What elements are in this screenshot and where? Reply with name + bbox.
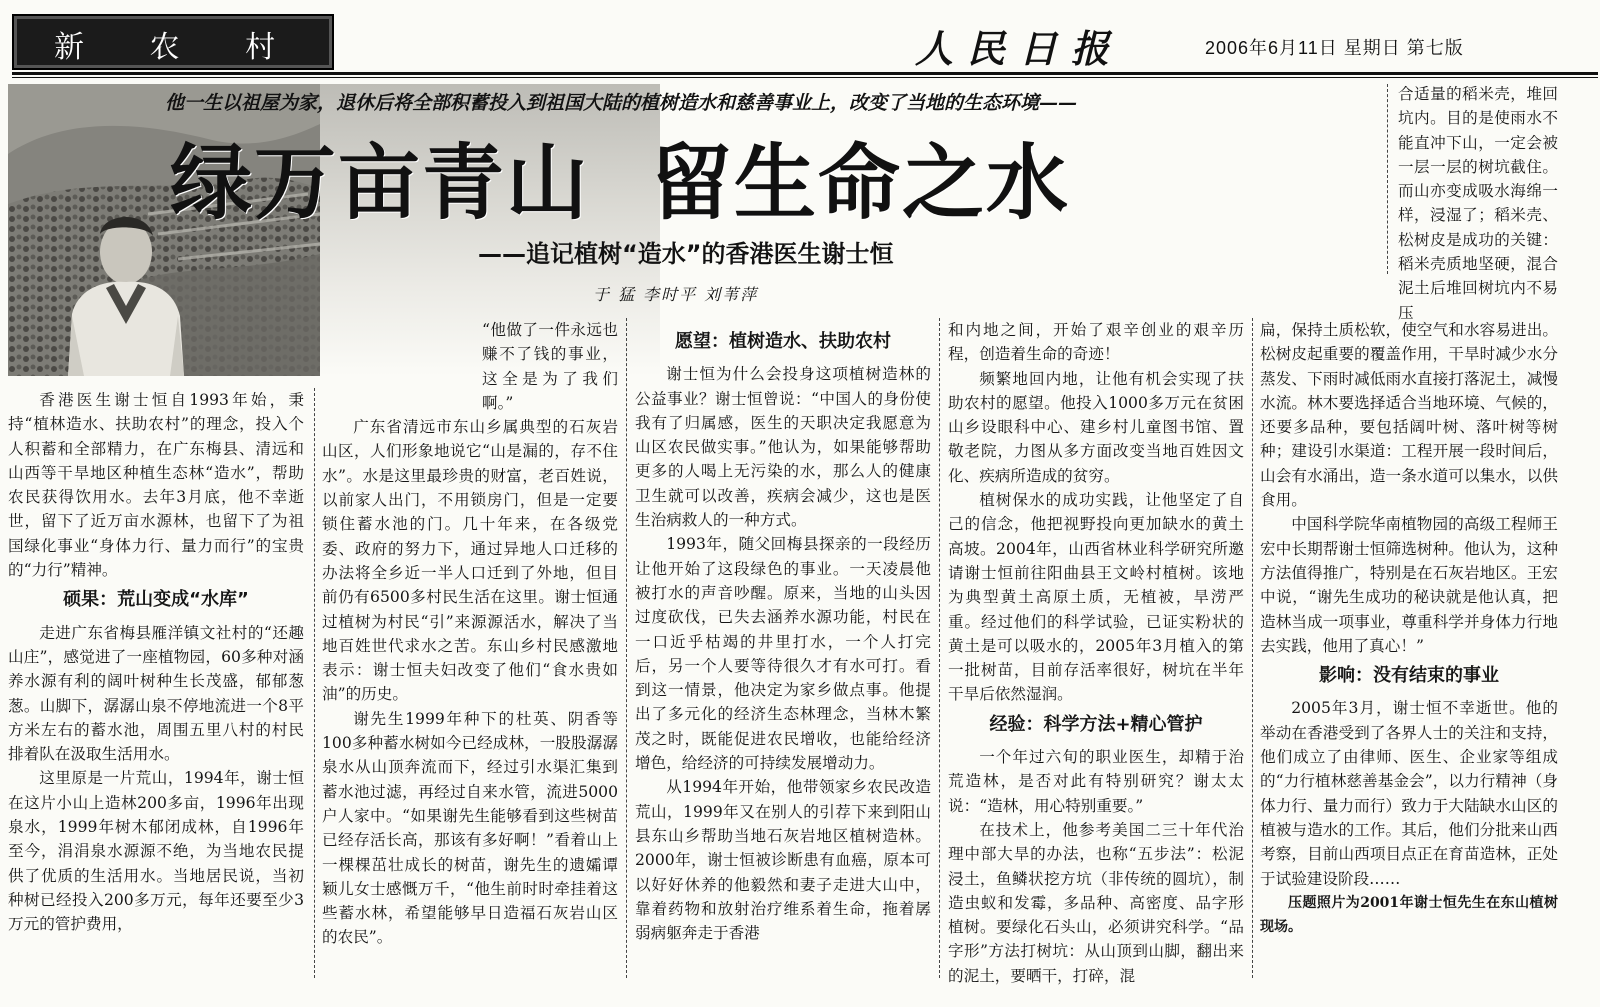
column-5-top [1398,82,1558,325]
headline-part-1: 绿万亩青山 [170,136,591,231]
column-divider [1252,318,1253,978]
masthead: 人民日报 [915,26,1124,71]
headline-kicker: 他一生以祖屋为家，退休后将全部积蓄投入到祖国大陆的植树造水和慈善事业上，改变了当地的生态环境—— [165,92,1078,114]
paragraph: 2005年3月，谢士恒不幸逝世。他的举动在香港受到了各界人士的关注和支持，他们成立了由律师、医生、企业家等组成的“力行植林慈善基金会”，以力行精神（身体力行、量力而行）致力于大陆缺水山区的植被与造水的工作。其后，他们分批来山西考察，目前山西项目点正在育苗造林，正处于试验建设阶段…… [1260,699,1558,888]
header-rule [12,72,1598,75]
column-divider [314,388,315,978]
section-heading: 影响：没有结束的事业 [1319,665,1499,687]
paragraph: 走进广东省梅县雁洋镇文社村的“还趣山庄”，感觉进了一座植物园，60多种对涵养水源有利的阔叶树种生长茂盛，郁郁葱葱。山脚下，潺潺山泉不停地流进一个8平方米左右的蓄水池，周围五里八村的村民排着队在汲取生活用水。 [8,623,304,764]
paragraph: 谢士恒为什么会投身这项植树造林的公益事业？谢士恒曾说：“中国人的身份使我有了归属感，医生的天职决定我愿意为山区农民做实事。”他认为，如果能够帮助更多的人喝上无污染的水，那么人的健康卫生就可以改善，疾病会减少，这也是医生治病救人的一种方式。 [635,365,931,530]
pull-quote: “他做了一件永远也赚不了钱的事业，这全是为了我们啊。” [482,321,618,412]
section-badge [12,14,334,70]
column-1 [8,388,304,937]
column-3 [635,324,931,945]
section-heading: 硕果：荒山变成“水库” [63,589,249,611]
column-divider [626,318,627,978]
paragraph: 香港医生谢士恒自1993年始，秉持“植林造水、扶助农村”的理念，投入个人积蓄和全部精力，在广东梅县、清远和山西等干旱地区种植生态林“造水”，帮助农民获得饮用水。去年3月底，他不幸逝世，留下了近万亩水源林，也留下了为祖国绿化事业“身体力行、量力而行”的宝贵的“力行”精神。 [8,391,304,580]
byline: 于 猛 李时平 刘苇萍 [593,285,759,304]
paragraph: 一个年过六旬的职业医生，却精于治荒造林，是否对此有特别研究？谢太太说：“造林，用心特别重要。” [948,748,1244,815]
section-heading: 经验：科学方法+精心管护 [989,713,1203,735]
column-divider [939,318,940,978]
column-4 [948,318,1244,988]
paragraph: 在技术上，他参考美国二三十年代治理中部大旱的办法，也称“五步法”：松泥浸土，鱼鳞状挖方坑（非传统的圆坑），制造虫蚁和发霉，多品种、高密度、品字形植树。要绿化石头山，必须讲究科学。“品字形”方法打树坑：从山顶到山脚，翻出来的泥土，要晒干，打碎，混 [948,820,1244,985]
paragraph: 和内地之间，开始了艰辛创业的艰辛历程，创造着生命的奇迹！ [948,321,1244,364]
headline [170,118,1070,235]
section-label: 新 农 村 [54,30,304,65]
header-rule-thin [12,77,1598,78]
column-5 [1260,318,1558,939]
paragraph: 谢先生1999年种下的杜英、阴香等100多种蓄水树如今已经成林，一股股潺潺泉水从山顶奔流而下，经过引水渠汇集到蓄水池过滤，再经过自来水管，流进5000户人家中。“如果谢先生能够看到这些树苗已经存活长高，那该有多好啊！”看着山上一棵棵茁壮成长的树苗，谢先生的遗孀谭颖儿女士感慨万千，“他生前时时牵挂着这些蓄水林，希望能够早日造福石灰岩山区的农民”。 [322,709,618,947]
photo-caption: 压题照片为2001年谢士恒先生在东山植树现场。 [1260,894,1558,936]
paragraph: 植树保水的成功实践，让他坚定了自己的信念，他把视野投向更加缺水的黄土高坡。2004年，山西省林业科学研究所邀请谢士恒前往阳曲县王文岭村植树。该地为典型黄土高原土质，无植被，旱涝严重。经过他们的科学试验，已证实粉状的黄土是可以吸水的，2005年3月植入的第一批树苗，目前存活率很好，树坑在半年干旱后依然湿润。 [948,491,1244,704]
paragraph: 频繁地回内地，让他有机会实现了扶助农村的愿望。他投入1000多万元在贫困山乡设眼科中心、建乡村儿童图书馆、置敬老院，力图从多方面改变当地百姓因文化、疾病所造成的贫穷。 [948,369,1244,485]
subheadline: ——追记植树“造水”的香港医生谢士恒 [478,240,894,268]
column-2 [322,318,618,950]
section-heading: 愿望：植树造水、扶助农村 [675,331,891,352]
column-rule-right-top [1387,84,1388,274]
paragraph: 1993年，随父回梅县探亲的一段经历让他开始了这段绿色的事业。一天凌晨他被打水的声音吵醒。原来，当地的山头因过度砍伐，已失去涵养水源功能，村民在一口近乎枯竭的井里打水，一个人打完后，另一个人要等待很久才有水可打。看到这一情景，他决定为家乡做点事。他提出了多元化的经济生态林理念，当林木繁茂之时，既能促进农民增收，也能给经济增色，给经济的可持续发展增动力。 [635,535,931,773]
paragraph: 广东省清远市东山乡属典型的石灰岩山区，人们形象地说它“山是漏的，存不住水”。水是这里最珍贵的财富，老百姓说，以前家人出门，不用锁房门，但是一定要锁住蓄水池的门。几十年来，在各级党委、政府的努力下，通过异地人口迁移的办法将全乡近一半人口迁到了外地，但目前仍有6500多村民生活在这里。谢士恒通过植树为村民“引”来源源活水，解决了当地百姓世代求水之苦。东山乡村民感激地表示：谢士恒夫妇改变了他们“食水贵如油”的历史。 [322,418,618,704]
paragraph: 扁，保持土质松软，使空气和水容易进出。松树皮起重要的覆盖作用，干旱时减少水分蒸发、下雨时减低雨水直接打落泥土，减慢水流。林木要选择适合当地环境、气候的，还要多品种，要包括阔叶树、落叶树等树种；建设引水渠道：工程开展一段时间后，山会有水涌出，造一条水道可以集水，以供食用。 [1260,321,1558,510]
paragraph: 这里原是一片荒山，1994年，谢士恒在这片小山上造林200多亩，1996年出现泉水，1999年树木郁闭成林，自1996年至今，涓涓泉水源源不绝，为当地农民提供了优质的生活用水。当地居民说，当初种树已经投入200多万元，每年还要至少3万元的管护费用， [8,769,304,934]
paragraph: 中国科学院华南植物园的高级工程师王宏中长期帮谢士恒筛选树种。他认为，这种方法值得推广，特别是在石灰岩地区。王宏中说，“谢先生成功的秘诀就是他认真，把造林当成一项事业，尊重科学并身体力行地去实践，他用了真心！” [1260,515,1558,655]
paragraph: 从1994年开始，他带领家乡农民改造荒山，1999年又在别人的引荐下来到阳山县东山乡帮助当地石灰岩地区植树造林。2000年，谢士恒被诊断患有血癌，原本可以好好休养的他毅然和妻子走进大山中，靠着药物和放射治疗维系着生命，拖着孱弱病躯奔走于香港 [635,778,931,943]
dateline: 2006年6月11日 星期日 第七版 [1205,38,1464,58]
headline-part-2: 留生命之水 [650,136,1071,231]
paragraph: 合适量的稻米壳，堆回坑内。目的是使雨水不能直冲下山，一定会被一层一层的树坑截住。而山亦变成吸水海绵一样，浸湿了；稻米壳、松树皮是成功的关键：稻米壳质地坚硬，混合泥土后堆回树坑内不易压 [1398,85,1558,322]
